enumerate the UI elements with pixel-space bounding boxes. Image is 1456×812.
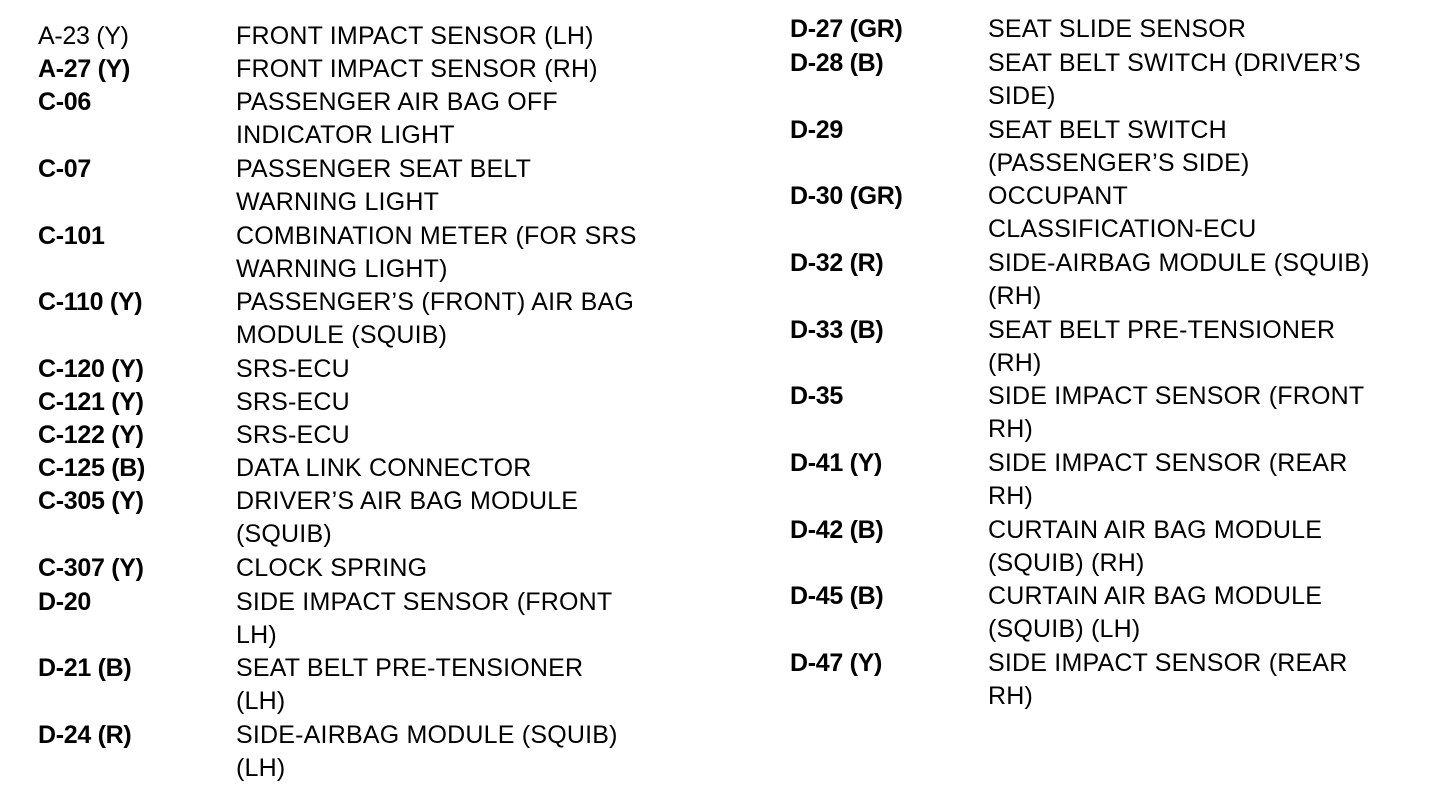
connector-code: D-33 (B) (790, 316, 884, 344)
connector-code: D-21 (B) (38, 654, 132, 682)
connector-code: D-42 (B) (790, 516, 884, 544)
connector-code: C-122 (Y) (38, 421, 144, 449)
connector-description: SIDE-AIRBAG MODULE (SQUIB) (RH) (988, 249, 1370, 311)
connector-description: CURTAIN AIR BAG MODULE (SQUIB) (RH) (988, 516, 1323, 578)
connector-description: COMBINATION METER (FOR SRS WARNING LIGHT) (236, 222, 637, 284)
connector-code: A-23 (Y) (38, 22, 129, 50)
connector-code: D-20 (38, 588, 91, 616)
connector-code: A-27 (Y) (38, 55, 131, 83)
connector-description: PASSENGER SEAT BELT WARNING LIGHT (236, 155, 532, 217)
connector-code: D-27 (GR) (790, 15, 903, 43)
connector-description: PASSENGER AIR BAG OFF INDICATOR LIGHT (236, 88, 558, 150)
connector-description: SRS-ECU (236, 355, 350, 383)
connector-description: DRIVER’S AIR BAG MODULE (SQUIB) (236, 487, 579, 549)
connector-code: C-06 (38, 88, 91, 116)
connector-code: C-305 (Y) (38, 487, 144, 515)
connector-code: C-120 (Y) (38, 355, 144, 383)
connector-code: D-30 (GR) (790, 182, 903, 210)
connector-code: C-121 (Y) (38, 388, 144, 416)
connector-description: SIDE IMPACT SENSOR (REAR RH) (988, 649, 1348, 711)
connector-code: D-41 (Y) (790, 449, 883, 477)
connector-description: SIDE IMPACT SENSOR (REAR RH) (988, 449, 1348, 511)
connector-description: FRONT IMPACT SENSOR (RH) (236, 55, 598, 83)
connector-description: SEAT SLIDE SENSOR (988, 15, 1247, 43)
connector-description: SRS-ECU (236, 421, 350, 449)
connector-code: C-07 (38, 155, 91, 183)
connector-code: C-307 (Y) (38, 554, 144, 582)
connector-description: SEAT BELT SWITCH (DRIVER’S SIDE) (988, 49, 1361, 111)
connector-description: SEAT BELT SWITCH (PASSENGER’S SIDE) (988, 116, 1250, 178)
connector-description: SIDE-AIRBAG MODULE (SQUIB) (LH) (236, 721, 618, 783)
connector-description: CLOCK SPRING (236, 554, 428, 582)
connector-code: D-45 (B) (790, 582, 884, 610)
connector-code: C-110 (Y) (38, 288, 143, 316)
connector-description: SEAT BELT PRE-TENSIONER (LH) (236, 654, 584, 716)
connector-description: SEAT BELT PRE-TENSIONER (RH) (988, 316, 1336, 378)
connector-code: D-24 (R) (38, 721, 132, 749)
connector-description: SIDE IMPACT SENSOR (FRONT RH) (988, 382, 1365, 444)
connector-code: D-47 (Y) (790, 649, 883, 677)
connector-description: SRS-ECU (236, 388, 350, 416)
connector-description: OCCUPANT CLASSIFICATION-ECU (988, 182, 1257, 244)
connector-description: FRONT IMPACT SENSOR (LH) (236, 22, 594, 50)
connector-description: PASSENGER’S (FRONT) AIR BAG MODULE (SQUIB) (236, 288, 635, 350)
connector-description: DATA LINK CONNECTOR (236, 454, 532, 482)
connector-code: C-101 (38, 222, 105, 250)
connector-code: D-29 (790, 116, 843, 144)
connector-code: D-35 (790, 382, 843, 410)
connector-code: D-28 (B) (790, 49, 884, 77)
connector-code: C-125 (B) (38, 454, 146, 482)
connector-description: CURTAIN AIR BAG MODULE (SQUIB) (LH) (988, 582, 1323, 644)
connector-code: D-32 (R) (790, 249, 884, 277)
connector-description: SIDE IMPACT SENSOR (FRONT LH) (236, 588, 613, 650)
